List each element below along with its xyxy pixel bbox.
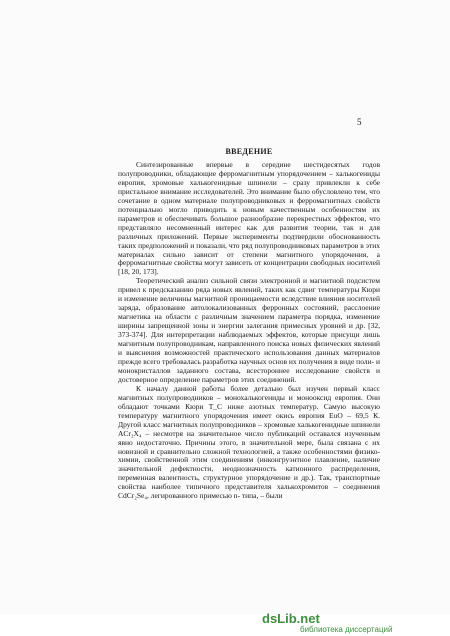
paragraph-3: К началу данной работы более детально был изучен первый класс магнитных полупроводников – монохалькогениды и монооксид европия. Они обладают точками Кюри T_C ниже азотных температур. Самую высокую температуру магнитного упорядочения имеет окись европия EuO – 69,5 К. Другой класс магнитных полупроводников – хромовые халькогенидные шпинели ACr₂X₄ – несмотря на значительное число публикаций оставался изученным явно недостаточно. Причины этого, в значительной мере, была связана с их новизной и сравнительно сложной технологией, а также особенностями физико-химии, свойственной этим соединениям (инконгруэнтное плавление, наличие значительной дефектности, неоднозначность катионного распределения, переменная валентность, структурное упорядочение и др.). Так, транспортные свойства наиболее типичного представителя халькохромитов – соединения CdCr₂Se₄, легированного примесью n- типа, – были: [118, 383, 380, 501]
body-text: [118, 161, 380, 501]
section-heading: ВВЕДЕНИЕ: [225, 147, 273, 156]
site-tagline: библиотека диссертаций: [300, 625, 393, 634]
site-logo[interactable]: dsLib.net: [262, 611, 320, 626]
paragraph-2: Теоретический анализ сильной связи электронной и магнитной подсистем привел к предсказанию ряда новых явлений, таких как сдвиг температуры Кюри и изменение величины магнитной проницаемости вследствие влияния носителей заряда, образование автолокализованных ферронных состояний, расслоение магнетика на области с различным значением параметра порядка, изменение ширины запрещенной зоны и энергии залегания примесных уровней и др. [32, 373-374]. Для интерпретации наблюдаемых эффектов, которые присущи лишь магнитным полупроводникам, направленного поиска новых физических явлений и выяснения возможностей практического использования данных материалов прежде всего требовалась разработка научных основ их получения в виде поли- и монокристаллов заданного состава, всестороннее исследование свойств и достоверное определение параметров этих соединений.: [118, 276, 380, 384]
paragraph-1: Синтезированные впервые в середине шестидесятых годов полупроводники, обладающие ферромагнитным упорядочением – халькогениды европия, хромовые халькогенидные шпинели – сразу привлекли к себе пристальное внимание исследователей. Это внимание было обусловлено тем, что сочетание в одном материале полупроводниковых и ферромагнитных свойств потенциально могло приводить к новым качественным особенностям их параметров и обеспечивать большое разнообразие перекрестных эффектов, что представляло несомненный интерес как для развития теории, так и для различных приложений. Первые эксперименты подтвердили обоснованность таких предположений и показали, что ряд полупроводниковых параметров в этих материалах сильно зависит от степени магнитного упорядочения, а ферромагнитные свойства могут зависеть от концентрации свободных носителей [18, 20, 173].: [118, 160, 380, 277]
page-number: 5: [357, 117, 362, 127]
